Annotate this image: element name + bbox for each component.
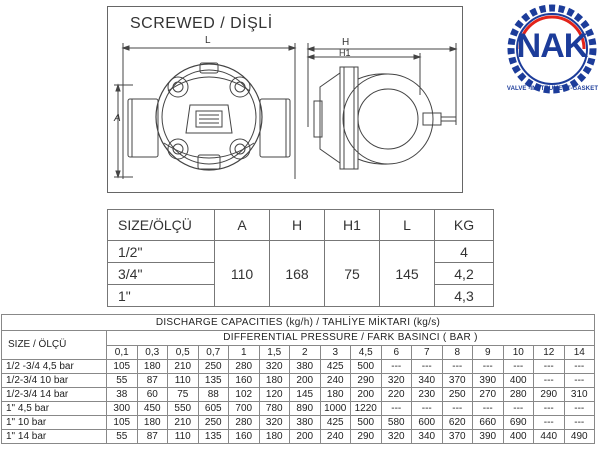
- a-header: A: [215, 210, 270, 241]
- pressure-column-header: 1: [229, 346, 260, 360]
- capacity-cell: 180: [320, 388, 351, 402]
- capacity-cell: 600: [412, 416, 443, 430]
- capacity-cell: ---: [534, 416, 565, 430]
- row-label: 1" 4,5 bar: [2, 402, 107, 416]
- h1-value: 75: [325, 241, 380, 307]
- capacity-cell: 250: [442, 388, 473, 402]
- capacity-cell: 105: [107, 360, 138, 374]
- pressure-column-header: 7: [412, 346, 443, 360]
- capacity-cell: 450: [137, 402, 168, 416]
- capacity-cell: 500: [351, 416, 382, 430]
- capacity-cell: 280: [503, 388, 534, 402]
- capacity-cell: 700: [229, 402, 260, 416]
- capacity-cell: 320: [259, 416, 290, 430]
- pressure-column-header: 0,3: [137, 346, 168, 360]
- table-row: [2, 416, 595, 430]
- capacity-cell: 690: [503, 416, 534, 430]
- drawing-title: SCREWED / DİŞLİ: [130, 15, 273, 32]
- capacity-cell: ---: [442, 402, 473, 416]
- dimension-a-label: A: [114, 113, 121, 124]
- pressure-header: DIFFERENTIAL PRESSURE / FARK BASINCI ( BAR ): [107, 331, 595, 346]
- capacity-cell: 55: [107, 430, 138, 444]
- capacity-cell: 110: [168, 430, 199, 444]
- capacity-cell: 60: [137, 388, 168, 402]
- capacity-cell: ---: [534, 402, 565, 416]
- caption-row: [2, 315, 595, 331]
- pressure-column-header: 4,5: [351, 346, 382, 360]
- logo-text: NAK: [516, 27, 588, 65]
- capacity-cell: ---: [534, 374, 565, 388]
- table-row: [2, 374, 595, 388]
- l-header: L: [380, 210, 435, 241]
- size-cell: 1/2": [108, 241, 215, 263]
- capacity-cell: 400: [503, 374, 534, 388]
- capacity-cell: 88: [198, 388, 229, 402]
- capacity-cell: 320: [381, 374, 412, 388]
- pressure-column-header: 8: [442, 346, 473, 360]
- capacity-cell: 550: [168, 402, 199, 416]
- capacity-cell: 780: [259, 402, 290, 416]
- pressure-column-header: 0,7: [198, 346, 229, 360]
- capacity-cell: 180: [259, 374, 290, 388]
- capacity-cell: 310: [564, 388, 595, 402]
- capacity-cell: ---: [381, 402, 412, 416]
- capacity-cell: 102: [229, 388, 260, 402]
- l-value: 145: [380, 241, 435, 307]
- technical-drawing-panel: [107, 6, 463, 193]
- capacity-cell: 380: [290, 360, 321, 374]
- table-row: [2, 402, 595, 416]
- capacity-cell: 220: [381, 388, 412, 402]
- table-row: [2, 430, 595, 444]
- dimension-h-label: H: [342, 37, 350, 48]
- capacity-cell: ---: [503, 360, 534, 374]
- capacity-cell: 300: [107, 402, 138, 416]
- pressure-column-header: 3: [320, 346, 351, 360]
- kg-value: 4,3: [435, 285, 494, 307]
- table-header-row: [108, 210, 494, 241]
- capacity-cell: ---: [564, 360, 595, 374]
- capacity-cell: 180: [137, 360, 168, 374]
- capacity-cell: 87: [137, 430, 168, 444]
- dimensions-table: [107, 209, 494, 307]
- row-label: 1/2 -3/4 4,5 bar: [2, 360, 107, 374]
- capacity-cell: ---: [564, 374, 595, 388]
- pressure-column-header: 0,1: [107, 346, 138, 360]
- capacity-cell: 135: [198, 374, 229, 388]
- capacity-cell: 160: [229, 430, 260, 444]
- pressure-column-header: 0,5: [168, 346, 199, 360]
- table-row: [108, 241, 494, 263]
- capacity-cell: 340: [412, 374, 443, 388]
- capacity-cell: ---: [503, 402, 534, 416]
- capacity-cell: 620: [442, 416, 473, 430]
- dimension-h1-label: H1: [339, 48, 351, 58]
- pressure-header-row: [2, 331, 595, 346]
- capacity-cell: 250: [198, 360, 229, 374]
- logo-tagline: VALVE -INSTRUMENT-GASKET: [506, 86, 599, 92]
- row-label: 1/2-3/4 14 bar: [2, 388, 107, 402]
- capacity-cell: 250: [198, 416, 229, 430]
- capacity-cell: 605: [198, 402, 229, 416]
- capacity-cell: ---: [412, 402, 443, 416]
- capacity-cell: 200: [290, 374, 321, 388]
- pressure-column-header: 6: [381, 346, 412, 360]
- capacity-cell: 280: [229, 416, 260, 430]
- size-header: SIZE/ÖLÇÜ: [108, 210, 215, 241]
- capacity-cell: 230: [412, 388, 443, 402]
- capacity-cell: 370: [442, 374, 473, 388]
- capacity-cell: 210: [168, 416, 199, 430]
- capacity-cell: 110: [168, 374, 199, 388]
- capacity-cell: 500: [351, 360, 382, 374]
- capacity-cell: 270: [473, 388, 504, 402]
- row-label: 1" 14 bar: [2, 430, 107, 444]
- capacity-cell: ---: [412, 360, 443, 374]
- capacity-cell: 400: [503, 430, 534, 444]
- capacity-cell: 490: [564, 430, 595, 444]
- capacity-cell: 890: [290, 402, 321, 416]
- kg-header: KG: [435, 210, 494, 241]
- pressure-column-header: 14: [564, 346, 595, 360]
- capacity-cell: 370: [442, 430, 473, 444]
- a-value: 110: [215, 241, 270, 307]
- discharge-capacities-table: [1, 314, 595, 444]
- capacity-cell: ---: [381, 360, 412, 374]
- capacity-cell: 240: [320, 430, 351, 444]
- table-row: [2, 360, 595, 374]
- capacity-cell: 55: [107, 374, 138, 388]
- capacity-cell: 390: [473, 430, 504, 444]
- pressure-column-header: 10: [503, 346, 534, 360]
- capacity-cell: 440: [534, 430, 565, 444]
- capacity-cell: 200: [290, 430, 321, 444]
- dimension-l-label: L: [205, 35, 211, 46]
- row-label: 1/2-3/4 10 bar: [2, 374, 107, 388]
- h-header: H: [270, 210, 325, 241]
- capacity-cell: 240: [320, 374, 351, 388]
- table-caption: DISCHARGE CAPACITIES (kg/h) / TAHLİYE MİKTARI (kg/s): [2, 315, 595, 331]
- row-label: 1" 10 bar: [2, 416, 107, 430]
- capacity-cell: 320: [381, 430, 412, 444]
- kg-value: 4,2: [435, 263, 494, 285]
- capacity-cell: ---: [564, 416, 595, 430]
- steam-trap-drawing: [108, 7, 464, 194]
- capacity-cell: 200: [351, 388, 382, 402]
- capacity-cell: 380: [290, 416, 321, 430]
- nak-logo: [506, 4, 598, 98]
- capacity-cell: ---: [442, 360, 473, 374]
- pressure-column-header: 12: [534, 346, 565, 360]
- capacity-cell: 87: [137, 374, 168, 388]
- capacity-cell: 280: [229, 360, 260, 374]
- capacity-cell: 38: [107, 388, 138, 402]
- h-value: 168: [270, 241, 325, 307]
- capacity-cell: 105: [107, 416, 138, 430]
- pressure-column-header: 9: [473, 346, 504, 360]
- kg-value: 4: [435, 241, 494, 263]
- capacity-cell: 1220: [351, 402, 382, 416]
- capacity-cell: 425: [320, 360, 351, 374]
- capacity-cell: 210: [168, 360, 199, 374]
- capacity-cell: 1000: [320, 402, 351, 416]
- capacity-cell: 120: [259, 388, 290, 402]
- capacity-cell: 660: [473, 416, 504, 430]
- capacity-cell: 160: [229, 374, 260, 388]
- capacity-cell: 290: [351, 430, 382, 444]
- capacity-cell: 290: [534, 388, 565, 402]
- capacity-cell: ---: [473, 402, 504, 416]
- capacity-cell: 290: [351, 374, 382, 388]
- pressure-column-header: 2: [290, 346, 321, 360]
- capacity-cell: 340: [412, 430, 443, 444]
- capacity-cell: 320: [259, 360, 290, 374]
- size-cell: 3/4": [108, 263, 215, 285]
- capacity-cell: 180: [137, 416, 168, 430]
- size-cell: 1": [108, 285, 215, 307]
- capacity-cell: ---: [534, 360, 565, 374]
- capacity-cell: 75: [168, 388, 199, 402]
- pressure-column-header: 1,5: [259, 346, 290, 360]
- capacity-cell: ---: [473, 360, 504, 374]
- capacity-cell: 390: [473, 374, 504, 388]
- size-header: SIZE / ÖLÇÜ: [2, 331, 107, 360]
- capacity-cell: 425: [320, 416, 351, 430]
- capacity-cell: ---: [564, 402, 595, 416]
- h1-header: H1: [325, 210, 380, 241]
- capacity-cell: 135: [198, 430, 229, 444]
- capacity-cell: 180: [259, 430, 290, 444]
- capacity-cell: 580: [381, 416, 412, 430]
- table-row: [2, 388, 595, 402]
- capacity-cell: 145: [290, 388, 321, 402]
